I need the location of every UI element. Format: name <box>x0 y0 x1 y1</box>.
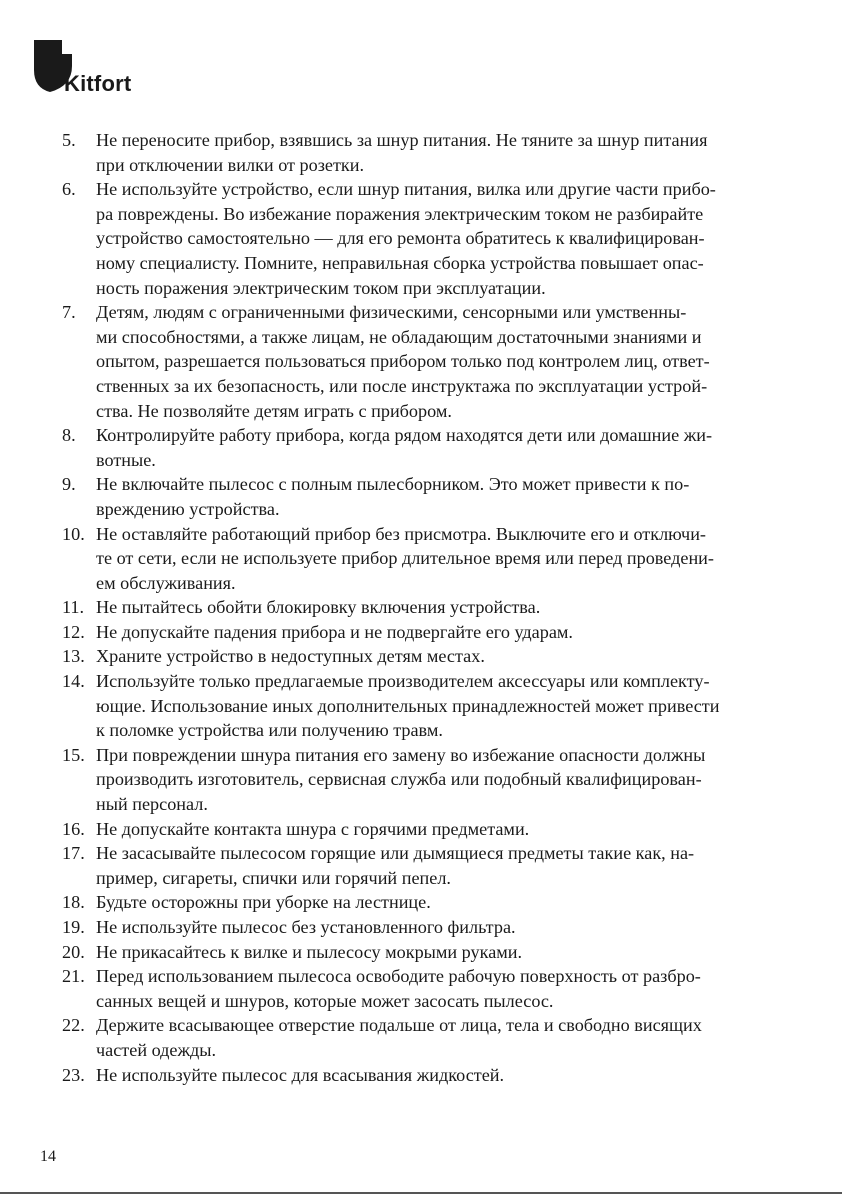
brand-name: Kitfort <box>64 71 132 96</box>
list-item <box>62 644 784 669</box>
text-line: Не допускайте контакта шнура с горячими предметами. <box>96 818 530 839</box>
list-item <box>62 890 784 915</box>
list-item <box>62 940 784 965</box>
text-line: при отключении вилки от розетки. <box>96 154 365 175</box>
list-item <box>62 423 784 472</box>
text-line: санных вещей и шнуров, которые может засосать пылесос. <box>96 990 554 1011</box>
text-line: ми способностями, а также лицам, не обладающим достаточными знаниями и <box>96 326 702 347</box>
list-item-text <box>96 940 784 965</box>
list-item <box>62 964 784 1013</box>
list-item-number: 9. <box>62 474 76 495</box>
text-line: к поломке устройства или получению травм. <box>96 720 443 741</box>
list-item-text <box>96 300 784 423</box>
list-item-number: 8. <box>62 425 76 446</box>
text-line: Контролируйте работу прибора, когда рядом находятся дети или домашние жи- <box>96 425 713 446</box>
text-line: Не используйте пылесос без установленного фильтра. <box>96 917 516 937</box>
list-item-text <box>96 743 784 817</box>
list-item-text <box>96 890 784 915</box>
list-item-number: 23. <box>62 1064 85 1085</box>
text-line: Перед использованием пылесоса освободите рабочую поверхность от разбро- <box>96 966 701 987</box>
list-item-number: 5. <box>62 130 76 150</box>
list-item <box>62 841 784 890</box>
text-line: Не прикасайтесь к вилке и пылесосу мокрыми руками. <box>96 941 523 962</box>
list-item-number: 13. <box>62 646 85 667</box>
text-line: Не включайте пылесос с полным пылесборником. Это может привести к по- <box>96 474 690 495</box>
list-item <box>62 300 784 423</box>
text-line: Не пытайтесь обойти блокировку включения устройства. <box>96 597 541 618</box>
list-item <box>62 620 784 645</box>
list-item <box>62 1013 784 1062</box>
list-item-text <box>96 423 784 472</box>
text-line: ющие. Использование иных дополнительных принадлежностей может привести <box>96 695 720 716</box>
text-line: Не допускайте падения прибора и не подвергайте его ударам. <box>96 621 573 642</box>
text-line: вреждению устройства. <box>96 498 280 519</box>
list-item-text <box>96 964 784 1013</box>
list-item-number: 6. <box>62 179 76 200</box>
text-line: Не используйте устройство, если шнур питания, вилка или другие части прибо- <box>96 179 716 200</box>
list-item-number: 18. <box>62 892 85 913</box>
list-item-text <box>96 595 784 620</box>
list-item <box>62 472 784 521</box>
text-line: производить изготовитель, сервисная служба или подобный квалифицирован- <box>96 769 702 790</box>
list-item-number: 14. <box>62 671 85 692</box>
list-item <box>62 1063 784 1088</box>
list-item-number: 16. <box>62 818 85 839</box>
text-line: При повреждении шнура питания его замену во избежание опасности должны <box>96 744 706 765</box>
text-line: пример, сигареты, спички или горячий пепел. <box>96 867 451 888</box>
text-line: частей одежды. <box>96 1039 217 1060</box>
list-item-text <box>96 177 784 300</box>
list-item-number: 10. <box>62 523 85 544</box>
list-item-text <box>96 1063 784 1088</box>
list-item <box>62 915 784 940</box>
list-item-number: 11. <box>62 597 85 618</box>
list-item-number: 20. <box>62 941 85 962</box>
list-item-text <box>96 620 784 645</box>
text-line: Не переносите прибор, взявшись за шнур питания. Не тяните за шнур питания <box>96 130 708 150</box>
list-item-number: 21. <box>62 966 85 987</box>
text-line: вотные. <box>96 449 156 470</box>
text-line: ность поражения электрическим током при эксплуатации. <box>96 277 546 298</box>
list-item-text <box>96 841 784 890</box>
list-item-number: 17. <box>62 843 85 864</box>
text-line: ра повреждены. Во избежание поражения электрическим током не разбирайте <box>96 203 704 224</box>
list-item <box>62 669 784 743</box>
list-item-number: 12. <box>62 621 85 642</box>
list-item-text <box>96 817 784 842</box>
list-item-text <box>96 644 784 669</box>
page-bottom-rule <box>0 1192 842 1194</box>
list-item-text <box>96 1013 784 1062</box>
safety-instructions-list <box>62 128 784 1087</box>
text-line: Будьте осторожны при уборке на лестнице. <box>96 892 431 913</box>
text-line: Детям, людям с ограниченными физическими, сенсорными или умственны- <box>96 302 687 323</box>
list-item <box>62 817 784 842</box>
list-item <box>62 128 784 177</box>
text-line: опытом, разрешается пользоваться прибором только под контролем лиц, ответ- <box>96 351 710 372</box>
list-item <box>62 743 784 817</box>
text-line: ственных за их безопасность, или после инструктажа по эксплуатации устрой- <box>96 375 708 396</box>
list-item-number: 22. <box>62 1015 85 1036</box>
text-line: Не используйте пылесос для всасывания жидкостей. <box>96 1064 505 1085</box>
list-item-text <box>96 915 784 940</box>
text-line: ному специалисту. Помните, неправильная сборка устройства повышает опас- <box>96 252 704 273</box>
text-line: Держите всасывающее отверстие подальше от лица, тела и свободно висящих <box>96 1015 702 1036</box>
text-line: Не оставляйте работающий прибор без присмотра. Выключите его и отключи- <box>96 523 706 544</box>
text-line: Используйте только предлагаемые производителем аксессуары или комплекту- <box>96 671 710 692</box>
list-item-text <box>96 522 784 596</box>
list-item-text <box>96 128 784 177</box>
list-item-text <box>96 669 784 743</box>
text-line: ный персонал. <box>96 794 208 815</box>
text-line: Храните устройство в недоступных детям местах. <box>96 646 485 667</box>
text-line: те от сети, если не используете прибор длительное время или перед проведени- <box>96 548 714 569</box>
list-item-number: 19. <box>62 917 85 937</box>
list-item <box>62 595 784 620</box>
list-item-number: 15. <box>62 744 85 765</box>
page-number: 14 <box>40 1148 56 1165</box>
list-item <box>62 177 784 300</box>
list-item-text <box>96 472 784 521</box>
text-line: ем обслуживания. <box>96 572 236 593</box>
list-item-number: 7. <box>62 302 76 323</box>
text-line: ства. Не позволяйте детям играть с прибором. <box>96 400 452 421</box>
text-line: Не засасывайте пылесосом горящие или дымящиеся предметы такие как, на- <box>96 843 695 864</box>
list-item <box>62 522 784 596</box>
text-line: устройство самостоятельно — для его ремонта обратитесь к квалифицирован- <box>96 228 705 249</box>
